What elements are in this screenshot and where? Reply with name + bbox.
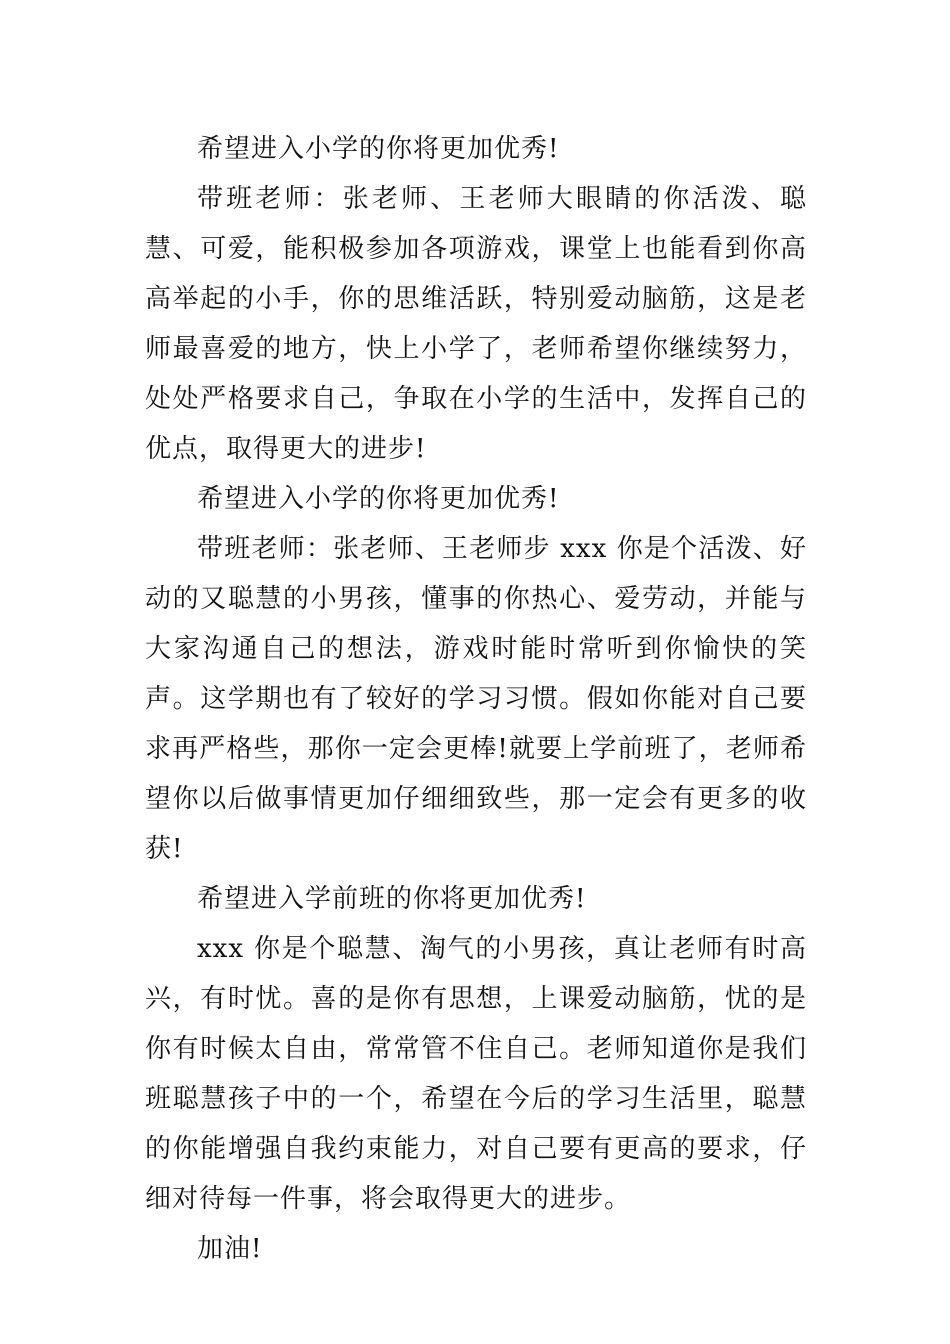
paragraph-4: 带班老师：张老师、王老师步 xxx 你是个活泼、好动的又聪慧的小男孩，懂事的你热心、爱劳动，并能与大家沟通自己的想法，游戏时能时常听到你愉快的笑声。这学期也有了较好的学习习惯。假如你能对自己要求再严格些，那你一定会更棒!就要上学前班了，老师希望你以后做事情更加仔细细致些，那一定会有更多的收获! — [145, 534, 807, 864]
paragraph-2: 带班老师：张老师、王老师大眼睛的你活泼、聪慧、可爱，能积极参加各项游戏，课堂上也能看到你高高举起的小手，你的思维活跃，特别爱动脑筋，这是老师最喜爱的地方，快上小学了，老师希望你继续努力，处处严格要求自己，争取在小学的生活中，发挥自己的优点，取得更大的进步! — [145, 184, 807, 464]
document-body — [145, 124, 807, 1274]
paragraph-7: 加油! — [197, 1234, 263, 1264]
paragraph-3: 希望进入小学的你将更加优秀! — [197, 484, 560, 514]
paragraph-5: 希望进入学前班的你将更加优秀! — [197, 884, 587, 914]
paragraph-1: 希望进入小学的你将更加优秀! — [197, 134, 560, 164]
paragraph-6: xxx 你是个聪慧、淘气的小男孩，真让老师有时高兴，有时忧。喜的是你有思想，上课爱动脑筋，忧的是你有时候太自由，常常管不住自己。老师知道你是我们班聪慧孩子中的一个，希望在今后的学习生活里，聪慧的你能增强自我约束能力，对自己要有更高的要求，仔细对待每一件事，将会取得更大的进步。 — [145, 934, 807, 1214]
